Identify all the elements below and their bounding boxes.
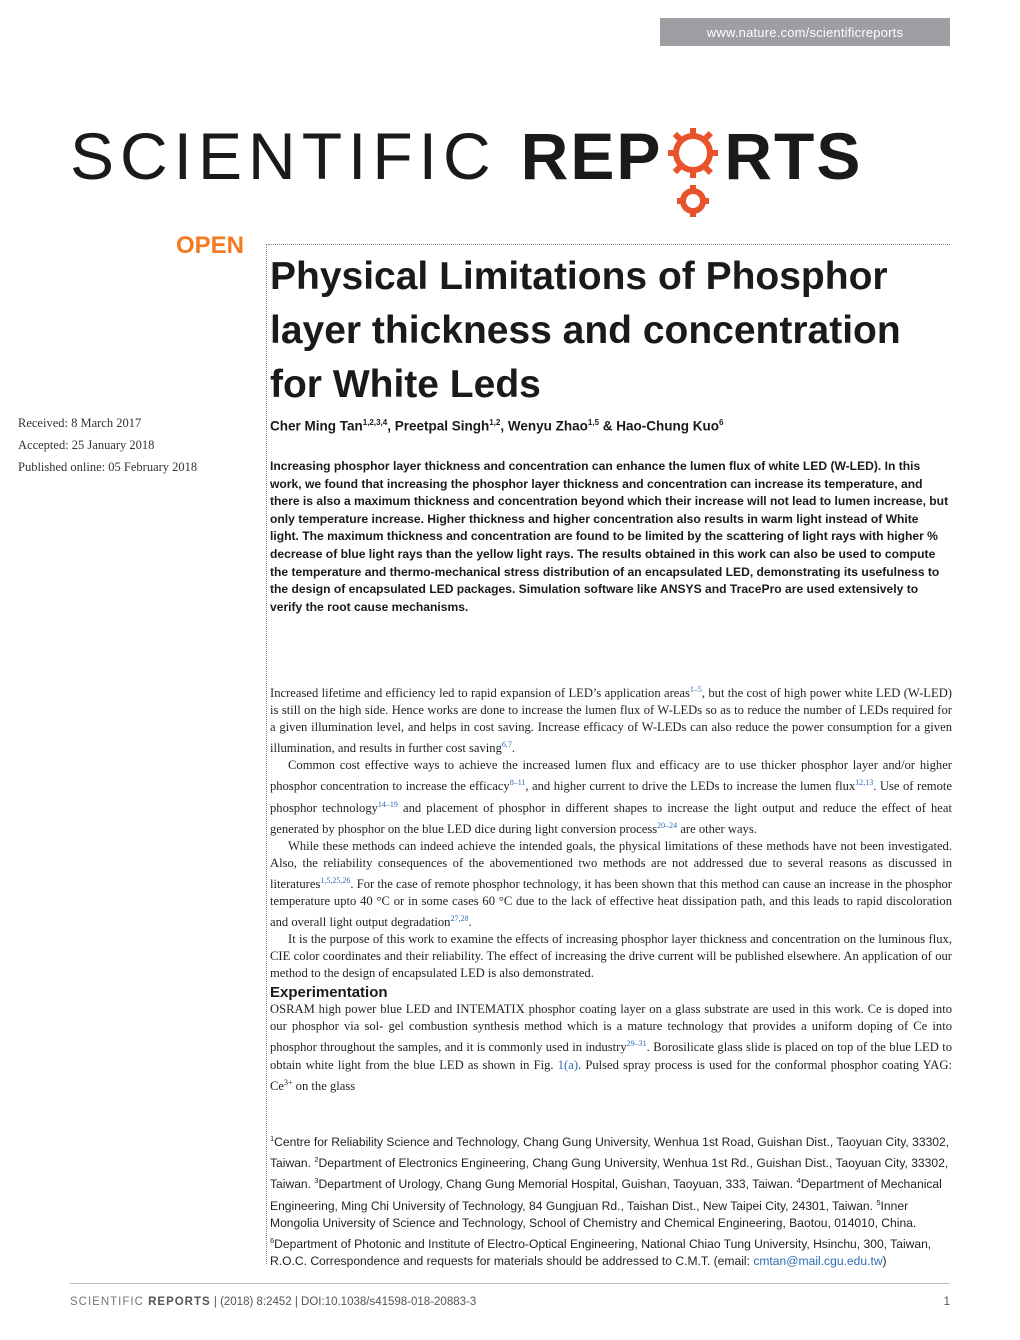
footer-journal-name: SCIENTIFIC REPORTS — [70, 1296, 211, 1308]
citation-link[interactable]: 1,5,25,26 — [320, 875, 351, 885]
citation-link[interactable]: 1–5 — [689, 685, 702, 694]
accepted-date: Accepted: 25 January 2018 — [18, 438, 155, 452]
author-name[interactable]: Cher Ming Tan — [270, 418, 363, 434]
author-affiliation-ref: 1,5 — [587, 418, 600, 427]
article-title: Physical Limitations of Phosphor layer thickness and concentration for White Leds — [270, 255, 901, 406]
body-paragraph: Increased lifetime and efficiency led to rapid expansion of LED’s application areas$^{1-5}$, but the cost of high power white LED (W-LED) is still on the high side. Hence works are done to increase the lumen flux of W-LEDs so as to reduce the number of LEDs required for a given illumination level, and helps in cost saving. Increase efficacy of W-LEDs can also reduce the power consumption for a given illumination, and results in further cost saving$^{6,7}$. — [270, 685, 952, 756]
author-list — [270, 418, 950, 434]
page-number: 1 — [943, 1296, 950, 1308]
citation-link[interactable]: 12,13 — [855, 778, 874, 788]
body-paragraph: While these methods can indeed achieve the intended goals, the physical limitations of these methods have not been investigated. Also, the reliability consequences of the abovementioned two methods are not addressed due to several reasons as discussed in literatures$^{1,5,25,26}$. For the case of remote phosphor technology, it has been shown that this method can cause an increase in the phosphor temperature upto 40 °C or in some cases 60 °C due to the lack of effective heat dissipation path, and this leads to rapid discoloration and overall light output degradation$^{27,28}$. — [270, 838, 952, 930]
published-date: Published online: 05 February 2018 — [18, 460, 198, 474]
footer-divider — [70, 1283, 950, 1284]
received-date: Received: 8 March 2017 — [18, 416, 142, 430]
author-affiliation-ref: 1,2 — [489, 418, 501, 427]
affiliations: $^1$Centre for Reliability Science and Technology, Chang Gung University, Wenhua 1st Road, Guishan Dist., Taoyuan City, 33302, Taiwan. $^2$Department of Electronics Engineering, Chang Gung University, Wenhua 1st Rd., Guishan Dist., Taoyuan City, 33302, Taiwan. $^3$Department of Urology, Chang Gung Memorial Hospital, Guishan, Taoyuan, 333, Taiwan. $^4$Department of Mechanical Engineering, Ming Chi University of Technology, 84 Gungjuan Rd., Taishan Dist., New Taipei City, 24301, Taiwan. $^5$Inner Mongolia University of Science and Technology, School of Chemistry and Chemical Engineering, Baotou, 014010, China. $^6$Department of Photonic and Institute of Electro-Optical Engineering, National Chiao Tung University, Hsinchu, 300, Taiwan, R.O.C. Correspondence and requests for materials should be addressed to C.M.T. (email: cmtan@mail.cgu.edu.tw) — [270, 1134, 950, 1269]
masthead-light-text: SCIENTIFIC — [70, 119, 497, 193]
section-heading: Experimentation — [270, 984, 388, 1002]
body-paragraph: Common cost effective ways to achieve the increased lumen flux and efficacy are to use thicker phosphor layer and/or higher phosphor concentration to increase the efficacy$^{8-11}$, and higher current to drive the LEDs to increase the lumen flux$^{12,13}$. Use of remote phosphor technology$^{14-19}$ and placement of phosphor in different shapes to increase the light output and reduce the effect of heat generated by phosphor on the blue LED dice during light conversion process$^{20-24}$ are other ways. — [270, 758, 952, 836]
author-name[interactable]: & Hao-Chung Kuo — [599, 418, 719, 434]
author-affiliation-ref: 1,2,3,4 — [362, 418, 388, 427]
citation-link[interactable]: 8–11 — [509, 778, 526, 788]
author-name[interactable]: , Wenyu Zhao — [500, 418, 588, 434]
article-body — [270, 681, 952, 1095]
citation-link[interactable]: 27,28 — [450, 914, 469, 924]
author-name[interactable]: , Preetpal Singh — [387, 418, 490, 434]
open-access-badge: OPEN — [175, 232, 244, 259]
masthead-bold-text-a: REP — [520, 119, 663, 193]
gear-logo-icon — [664, 127, 722, 185]
figure-link[interactable]: 1(a) — [557, 1057, 579, 1072]
citation-link[interactable]: 14–19 — [377, 799, 398, 809]
column-divider — [266, 244, 267, 1264]
citation-link[interactable]: 20–24 — [657, 820, 678, 830]
masthead-bold-text-b: RTS — [724, 119, 863, 193]
article-dates — [18, 412, 258, 478]
author-affiliation-ref: 6 — [719, 418, 724, 427]
header-divider — [268, 244, 950, 245]
citation-link[interactable]: 6,7 — [501, 740, 512, 750]
page-footer — [70, 1296, 950, 1308]
abstract: Increasing phosphor layer thickness and concentration can enhance the lumen flux of white LED (W-LED). In this work, we found that increasing the phosphor layer thickness and concentration can increase its temperature, and there is also a maximum thickness and concentration beyond which their increase will not lead to lumen increase, but only temperature increase. Higher thickness and higher concentration also results in warm light instead of White light. The maximum thickness and concentration are found to be limited by the scattering of light rays with higher % decrease of blue light rays than the yellow light rays. The results obtained in this work can also be used to compute the temperature and thermo-mechanical stress distribution of an encapsulated LED, demonstrating its usefulness to the design of encapsulated LED packages. Simulation software like ANSYS and TracePro are used extensively to verify the root cause mechanisms. — [270, 459, 949, 614]
superscript-charge: 3+ — [284, 1077, 293, 1087]
journal-masthead — [70, 118, 950, 218]
footer-citation: | (2018) 8:2452 | DOI:10.1038/s41598-018-20883-3 — [210, 1296, 477, 1308]
body-paragraph: OSRAM high power blue LED and INTEMATIX phosphor coating layer on a glass substrate are used in this work. Ce is doped into our phosphor via sol- gel combustion synthesis method which is a mature technology that provides a uniform doping of Ce into phosphor throughout the samples, and it is commonly used in industry$^{29-31}$. Borosilicate glass slide is placed on top of the blue LED to obtain white light from the blue LED as shown in Fig. 1(a). Pulsed spray process is used for the conformal phosphor coating YAG: $Ce^{3+}$ on the glass — [270, 1002, 952, 1093]
citation-link[interactable]: 29–31 — [626, 1039, 647, 1049]
body-paragraph: It is the purpose of this work to examine the effects of increasing phosphor layer thickness and concentration on the luminous flux, CIE color coordinates and their reliability. The effect of increasing the drive current will be published elsewhere. An application of our method to the design of encapsulated LED is also demonstrated. — [270, 932, 952, 981]
correspondence-email-link[interactable]: cmtan@mail.cgu.edu.tw — [753, 1254, 883, 1269]
journal-url-tab[interactable]: www.nature.com/scientificreports — [660, 18, 950, 46]
